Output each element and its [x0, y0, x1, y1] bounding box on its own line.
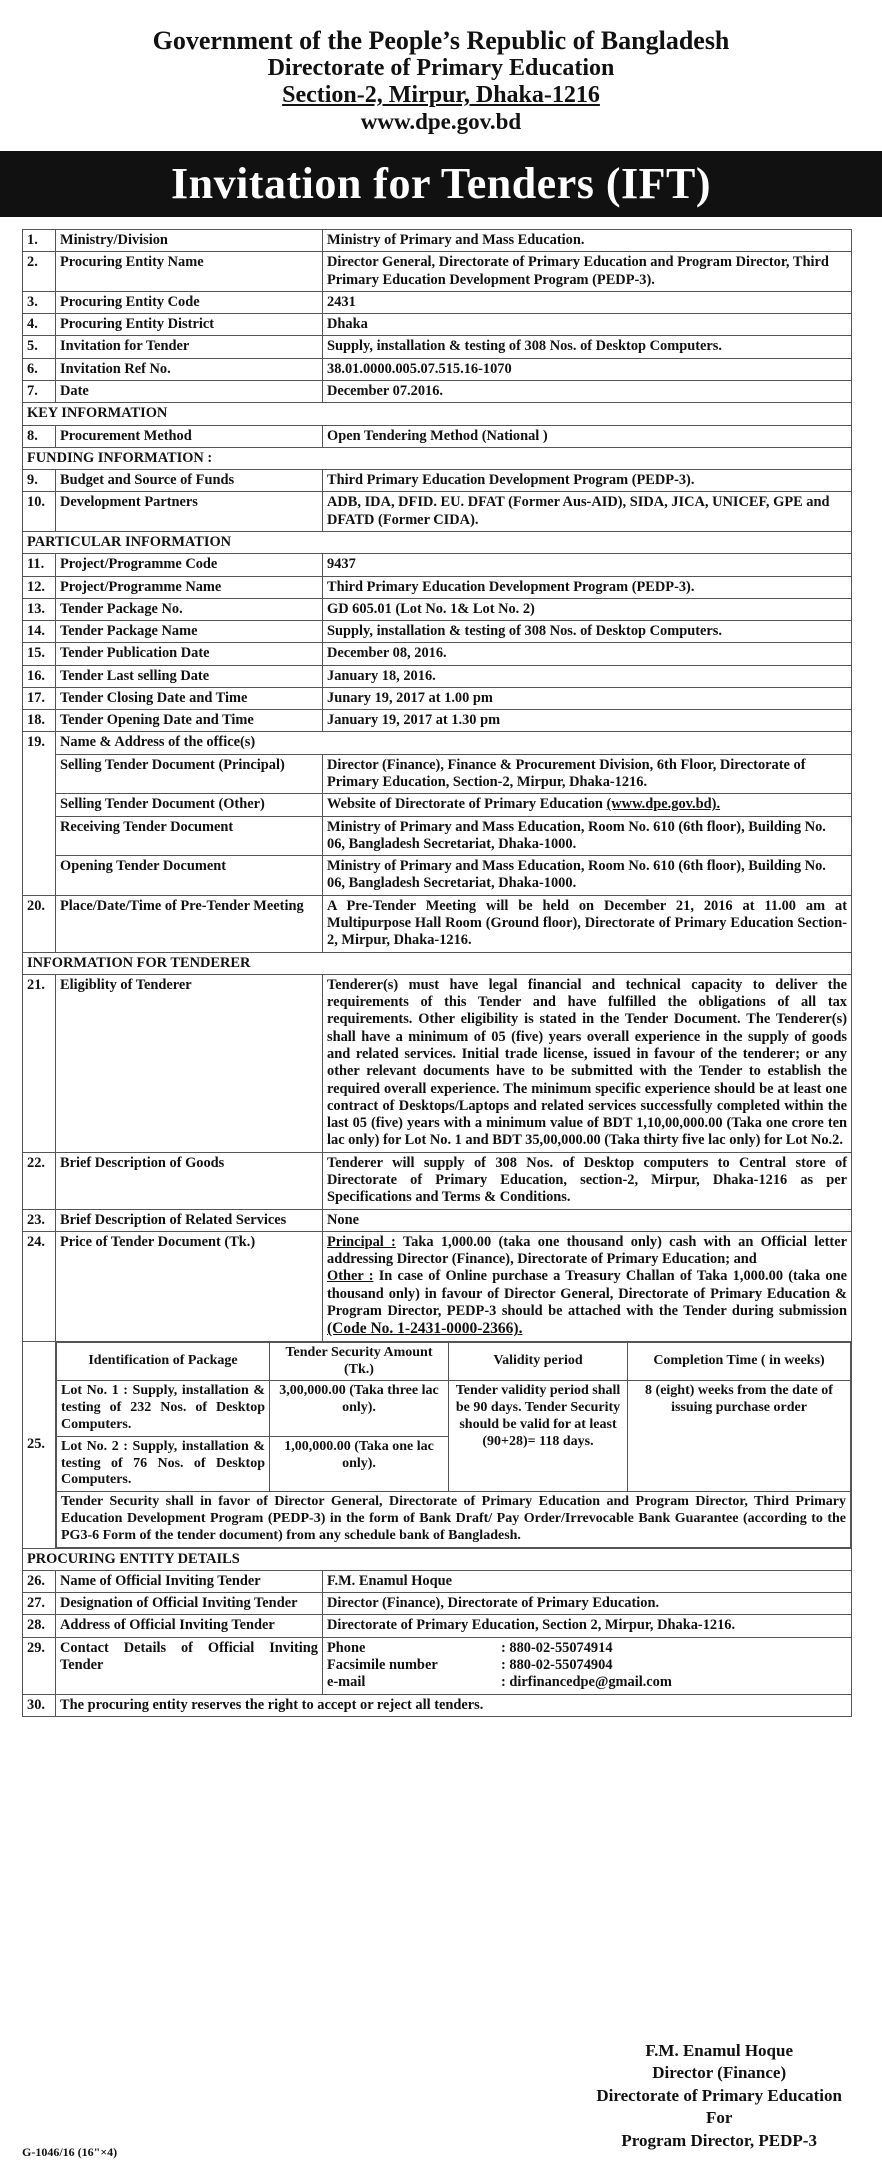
col-header-package: Identification of Package: [57, 1342, 270, 1381]
row-value: Directorate of Primary Education, Section 2, Mirpur, Dhaka-1216.: [323, 1615, 852, 1637]
row-value: Director (Finance), Finance & Procurement Division, 6th Floor, Directorate of Primary Education, Section-2, Mirpur, Dhaka-1216.: [323, 754, 852, 794]
row-label: Project/Programme Name: [56, 576, 323, 598]
row-number: 30.: [23, 1694, 56, 1716]
row-number: 24.: [23, 1231, 56, 1341]
table-row: [23, 974, 852, 1152]
table-row: [23, 576, 852, 598]
row-number: 29.: [23, 1637, 56, 1694]
section-heading-row: [23, 447, 852, 469]
table-row: [23, 1593, 852, 1615]
table-row: [23, 598, 852, 620]
row-label: Tender Closing Date and Time: [56, 687, 323, 709]
row-number: 7.: [23, 380, 56, 402]
row-label: Eligiblity of Tenderer: [56, 974, 323, 1152]
header-website: www.dpe.gov.bd: [360, 108, 522, 134]
row-label: Name of Official Inviting Tender: [56, 1570, 323, 1592]
row-label: Project/Programme Code: [56, 554, 323, 576]
table-row: [23, 754, 852, 794]
table-row: [23, 1615, 852, 1637]
row-number: 12.: [23, 576, 56, 598]
row-value: Junary 19, 2017 at 1.00 pm: [323, 687, 852, 709]
section-information-for-tenderer: INFORMATION FOR TENDERER: [23, 952, 852, 974]
table-header-row: [57, 1342, 851, 1381]
row-label: Brief Description of Related Services: [56, 1209, 323, 1231]
table-row: [23, 492, 852, 532]
row-number: 14.: [23, 621, 56, 643]
table-row: [23, 336, 852, 358]
row-label: Tender Opening Date and Time: [56, 710, 323, 732]
website-link[interactable]: (www.dpe.gov.bd).: [606, 796, 721, 813]
row-value: Ministry of Primary and Mass Education, Room No. 610 (6th floor), Building No. 06, Bangladesh Secretariat, Dhaka-1000.: [323, 816, 852, 856]
table-row: [23, 358, 852, 380]
table-row: [23, 621, 852, 643]
row-label: Brief Description of Goods: [56, 1152, 323, 1209]
table-row: [23, 1341, 852, 1548]
row-number: 26.: [23, 1570, 56, 1592]
row-value: [323, 794, 852, 816]
website-text: Website of Directorate of Primary Education: [327, 796, 603, 813]
row-value: January 19, 2017 at 1.30 pm: [323, 710, 852, 732]
row-value: [323, 1231, 852, 1341]
table-row: [23, 554, 852, 576]
signatory-for: For: [705, 2108, 733, 2128]
table-row: [23, 380, 852, 402]
table-row: [23, 856, 852, 896]
row-value: The procuring entity reserves the right to accept or reject all tenders.: [56, 1694, 852, 1716]
row-value: Third Primary Education Development Program (PEDP-3).: [323, 576, 852, 598]
row-value: Third Primary Education Development Program (PEDP-3).: [323, 470, 852, 492]
row-label: Budget and Source of Funds: [56, 470, 323, 492]
row-label: Designation of Official Inviting Tender: [56, 1593, 323, 1615]
row-label: Development Partners: [56, 492, 323, 532]
row-value: December 07.2016.: [323, 380, 852, 402]
table-row: [23, 895, 852, 952]
row-value: December 08, 2016.: [323, 643, 852, 665]
row-value: None: [323, 1209, 852, 1231]
table-row: [23, 732, 852, 754]
lot-1-security: 3,00,000.00 (Taka three lac only).: [270, 1381, 449, 1436]
signatory-organization: Directorate of Primary Education: [596, 2085, 842, 2105]
notice-title-banner: Invitation for Tenders (IFT): [0, 151, 882, 217]
row-label: Tender Last selling Date: [56, 665, 323, 687]
contact-fax-label: Facsimile number: [327, 1656, 438, 1673]
table-row: [23, 1231, 852, 1341]
other-text: In case of Online purchase a Treasury Challan of Taka 1,000.00 (taka one thousand only) in favour of Director General, Directorate of Primary Education & Program Director, PEDP-3 should be attached with the Tender during submission: [327, 1268, 847, 1319]
header-directorate: Directorate of Primary Education: [267, 55, 615, 82]
notice-header: [0, 0, 882, 135]
table-row: [23, 1694, 852, 1716]
table-row: [23, 314, 852, 336]
section-key-information: KEY INFORMATION: [23, 403, 852, 425]
row-value: Supply, installation & testing of 308 Nos. of Desktop Computers.: [323, 336, 852, 358]
row-number: 4.: [23, 314, 56, 336]
row-value: ADB, IDA, DFID. EU. DFAT (Former Aus-AID), SIDA, JICA, UNICEF, GPE and DFATD (Former CIDA).: [323, 492, 852, 532]
row-label: Contact Details of Official Inviting Tender: [56, 1637, 323, 1694]
other-label: Other :: [327, 1268, 374, 1285]
row-label: Tender Package Name: [56, 621, 323, 643]
col-header-validity: Validity period: [449, 1342, 628, 1381]
row-number: 28.: [23, 1615, 56, 1637]
contact-phone: : 880-02-55074914: [501, 1639, 613, 1656]
row-number: 15.: [23, 643, 56, 665]
row-label: Address of Official Inviting Tender: [56, 1615, 323, 1637]
row-label: Procuring Entity Name: [56, 252, 323, 292]
row-value: A Pre-Tender Meeting will be held on December 21, 2016 at 11.00 am at Multipurpose Hall Room (Ground floor), Directorate of Primary Education Section-2, Mirpur, Dhaka-1216.: [323, 895, 852, 952]
header-address: Section-2, Mirpur, Dhaka-1216: [282, 81, 600, 108]
row-value: Director General, Directorate of Primary Education and Program Director, Third Primary Education Development Program (PEDP-3).: [323, 252, 852, 292]
table-row: [23, 230, 852, 252]
row-value: F.M. Enamul Hoque: [323, 1570, 852, 1592]
table-row: [23, 665, 852, 687]
row-value: Tenderer will supply of 308 Nos. of Desktop computers to Central store of Directorate of Primary Education, section-2, Mirpur, Dhaka-1216 as per Specifications and Terms & Conditions.: [323, 1152, 852, 1209]
row-label: Date: [56, 380, 323, 402]
row-label: Ministry/Division: [56, 230, 323, 252]
signatory-name: F.M. Enamul Hoque: [645, 2041, 794, 2060]
row-number: 16.: [23, 665, 56, 687]
row-label: Procuring Entity District: [56, 314, 323, 336]
table-row: [23, 710, 852, 732]
row-number: 13.: [23, 598, 56, 620]
row-number: 6.: [23, 358, 56, 380]
contact-fax: : 880-02-55074904: [501, 1656, 613, 1673]
row-number: 17.: [23, 687, 56, 709]
table-row: [57, 1492, 851, 1547]
row-number: 8.: [23, 425, 56, 447]
row-number: 2.: [23, 252, 56, 292]
table-row: [23, 687, 852, 709]
row-value: 9437: [323, 554, 852, 576]
header-government: Government of the People’s Republic of Bangladesh: [152, 26, 730, 55]
row-number: 11.: [23, 554, 56, 576]
row-number: 3.: [23, 291, 56, 313]
col-header-security: Tender Security Amount (Tk.): [270, 1342, 449, 1381]
principal-text: Taka 1,000.00 (taka one thousand only) cash with an Official letter addressing Director (Finance), Directorate of Primary Education; and: [327, 1233, 847, 1268]
table-row: [23, 291, 852, 313]
row-number: 27.: [23, 1593, 56, 1615]
section-particular-information: PARTICULAR INFORMATION: [23, 531, 852, 553]
row-number: 21.: [23, 974, 56, 1152]
row-value: Ministry of Primary and Mass Education.: [323, 230, 852, 252]
row-value: Director (Finance), Directorate of Primary Education.: [323, 1593, 852, 1615]
tender-details-table: [22, 229, 852, 1717]
row-value: Tenderer(s) must have legal financial and technical capacity to deliver the requirements of this Tender and have fulfilled the obligations of all tax requirements. Other eligibility is stated in the Tender Document. The Tenderer(s) shall have a minimum of 05 (five) years overall experience in the supply of goods and related services. Initial trade license, issued in favour of the tenderer; or any other relevant documents have to be submitted with the Tender to establish the required overall experience. The minimum specific experience should be at least one contract of Desktops/Laptops and related services successfully completed within the last 05 (five) years with a minimum value of BDT 1,10,00,000.00 (Taka one crore ten lac only) for Lot No. 1 and BDT 35,00,000.00 (Taka thirty five lac only) for Lot No.2.: [323, 974, 852, 1152]
row-number: 25.: [23, 1341, 56, 1548]
row-number: 19.: [23, 732, 56, 895]
table-row: [23, 1152, 852, 1209]
table-row: [23, 1637, 852, 1694]
table-row: [23, 1570, 852, 1592]
table-row: [23, 794, 852, 816]
signatory-program: Program Director, PEDP-3: [621, 2130, 817, 2150]
row-label: Selling Tender Document (Other): [56, 794, 323, 816]
section-heading-row: [23, 952, 852, 974]
table-row: [23, 470, 852, 492]
row-value: Open Tendering Method (National ): [323, 425, 852, 447]
row-label: Invitation for Tender: [56, 336, 323, 358]
signatory-title: Director (Finance): [652, 2063, 787, 2083]
row-value: 38.01.0000.005.07.515.16-1070: [323, 358, 852, 380]
row-label: Selling Tender Document (Principal): [56, 754, 323, 794]
treasury-code: (Code No. 1-2431-0000-2366).: [327, 1320, 523, 1338]
row-value: January 18, 2016.: [323, 665, 852, 687]
row-number: 10.: [23, 492, 56, 532]
row-label: Procuring Entity Code: [56, 291, 323, 313]
contact-details: [327, 1640, 676, 1692]
principal-label: Principal :: [327, 1233, 396, 1250]
section-heading-row: [23, 403, 852, 425]
row-label: Tender Package No.: [56, 598, 323, 620]
section-heading-row: [23, 531, 852, 553]
row-number: 18.: [23, 710, 56, 732]
row-value: GD 605.01 (Lot No. 1& Lot No. 2): [323, 598, 852, 620]
table-row: [57, 1381, 851, 1436]
contact-phone-label: Phone: [327, 1639, 366, 1656]
lot-2-security: 1,00,000.00 (Taka one lac only).: [270, 1436, 449, 1491]
tender-security-note: Tender Security shall in favor of Director General, Directorate of Primary Education and Program Director, Third Primary Education Development Program (PEDP-3) in the form of Bank Draft/ Pay Order/Irrevocable Bank Guarantee (according to the PG3-6 Form of the tender document) from any schedule bank of Bangladesh.: [57, 1492, 851, 1547]
section-heading-row: [23, 1548, 852, 1570]
contact-email-label: e-mail: [327, 1674, 366, 1691]
row-label: Price of Tender Document (Tk.): [56, 1231, 323, 1341]
tender-security-cell: [56, 1341, 852, 1548]
row-value: Supply, installation & testing of 308 Nos. of Desktop Computers.: [323, 621, 852, 643]
row-number: 1.: [23, 230, 56, 252]
section-funding-information: FUNDING INFORMATION :: [23, 447, 852, 469]
row-number: 22.: [23, 1152, 56, 1209]
table-row: [23, 252, 852, 292]
row-value: 2431: [323, 291, 852, 313]
row-label: Receiving Tender Document: [56, 816, 323, 856]
completion-time: 8 (eight) weeks from the date of issuing purchase order: [628, 1381, 851, 1492]
row-label: Opening Tender Document: [56, 856, 323, 896]
row-label: Name & Address of the office(s): [56, 732, 852, 754]
row-number: 23.: [23, 1209, 56, 1231]
contact-email[interactable]: : dirfinancedpe@gmail.com: [501, 1674, 672, 1691]
lot-1-description: Lot No. 1 : Supply, installation & testing of 232 Nos. of Desktop Computers.: [57, 1381, 270, 1436]
table-row: [23, 816, 852, 856]
row-label: Procurement Method: [56, 425, 323, 447]
table-row: [23, 643, 852, 665]
col-header-completion: Completion Time ( in weeks): [628, 1342, 851, 1381]
lot-2-description: Lot No. 2 : Supply, installation & testing of 76 Nos. of Desktop Computers.: [57, 1436, 270, 1491]
print-code: G-1046/16 (16"×4): [22, 2145, 118, 2159]
tender-security-table: [56, 1342, 851, 1548]
row-value: [323, 1637, 852, 1694]
table-row: [23, 425, 852, 447]
section-procuring-entity-details: PROCURING ENTITY DETAILS: [23, 1548, 852, 1570]
row-number: 20.: [23, 895, 56, 952]
row-value: Dhaka: [323, 314, 852, 336]
row-number: 9.: [23, 470, 56, 492]
row-label: Place/Date/Time of Pre-Tender Meeting: [56, 895, 323, 952]
validity-period: Tender validity period shall be 90 days. Tender Security should be valid for at least (90+28)= 118 days.: [449, 1381, 628, 1492]
row-value: Ministry of Primary and Mass Education, Room No. 610 (6th floor), Building No. 06, Bangladesh Secretariat, Dhaka-1000.: [323, 856, 852, 896]
row-label: Invitation Ref No.: [56, 358, 323, 380]
signature-block: [596, 2040, 842, 2152]
table-row: [23, 1209, 852, 1231]
row-number: 5.: [23, 336, 56, 358]
row-label: Tender Publication Date: [56, 643, 323, 665]
